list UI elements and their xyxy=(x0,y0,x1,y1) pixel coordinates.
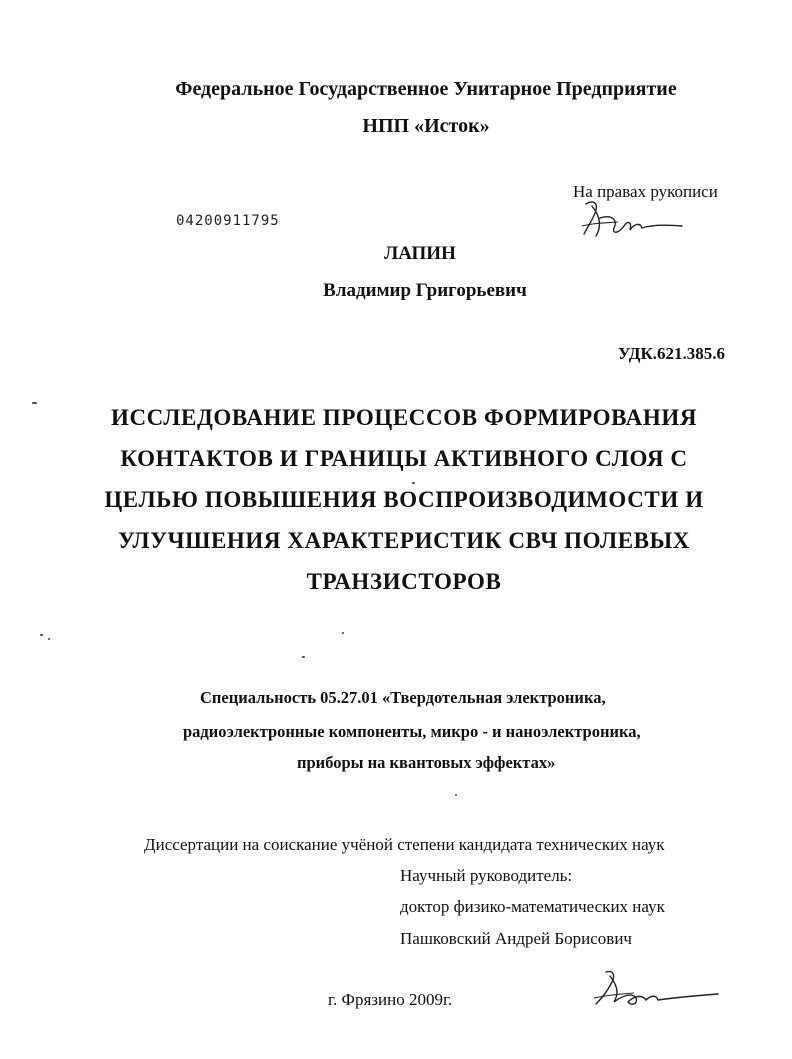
specialty-line-2: радиоэлектронные компоненты, микро - и наноэлектроника, xyxy=(183,722,641,741)
organization-name: Федеральное Государственное Унитарное Предприятие xyxy=(175,78,677,100)
city-year: г. Фрязино 2009г. xyxy=(328,990,453,1009)
author-signature xyxy=(578,196,688,244)
specialty-line-1: Специальность 05.27.01 «Твердотельная электроника, xyxy=(200,688,606,707)
author-name: Владимир Григорьевич xyxy=(323,280,527,301)
scan-artifact xyxy=(455,794,457,796)
title-line-4: УЛУЧШЕНИЯ ХАРАКТЕРИСТИК СВЧ ПОЛЕВЫХ xyxy=(117,528,691,553)
scan-artifact xyxy=(40,634,43,636)
title-line-3: ЦЕЛЬЮ ПОВЫШЕНИЯ ВОСПРОИЗВОДИМОСТИ И xyxy=(104,487,704,512)
scan-artifact xyxy=(32,402,37,404)
registry-number: 04200911795 xyxy=(176,213,280,229)
title-line-2: КОНТАКТОВ И ГРАНИЦЫ АКТИВНОГО СЛОЯ С xyxy=(120,446,688,471)
supervisor-label: Научный руководитель: xyxy=(400,866,573,885)
organization-short-name: НПП «Исток» xyxy=(362,115,490,137)
degree-statement: Диссертации на соискание учёной степени кандидата технических наук xyxy=(144,835,665,854)
title-line-1: ИССЛЕДОВАНИЕ ПРОЦЕССОВ ФОРМИРОВАНИЯ xyxy=(110,405,698,430)
scan-artifact xyxy=(302,656,305,658)
author-surname: ЛАПИН xyxy=(384,243,456,264)
manuscript-rights-note: На правах рукописи xyxy=(573,182,718,201)
scan-artifact xyxy=(412,482,415,484)
specialty-line-3: приборы на квантовых эффектах» xyxy=(297,753,556,772)
scan-artifact xyxy=(48,638,50,640)
scan-artifact xyxy=(342,632,344,634)
title-line-5: ТРАНЗИСТОРОВ xyxy=(306,569,502,594)
supervisor-degree: доктор физико-математических наук xyxy=(400,897,665,916)
supervisor-signature xyxy=(592,968,722,1012)
supervisor-name: Пашковский Андрей Борисович xyxy=(400,929,632,948)
udc-code: УДК.621.385.6 xyxy=(618,344,726,363)
